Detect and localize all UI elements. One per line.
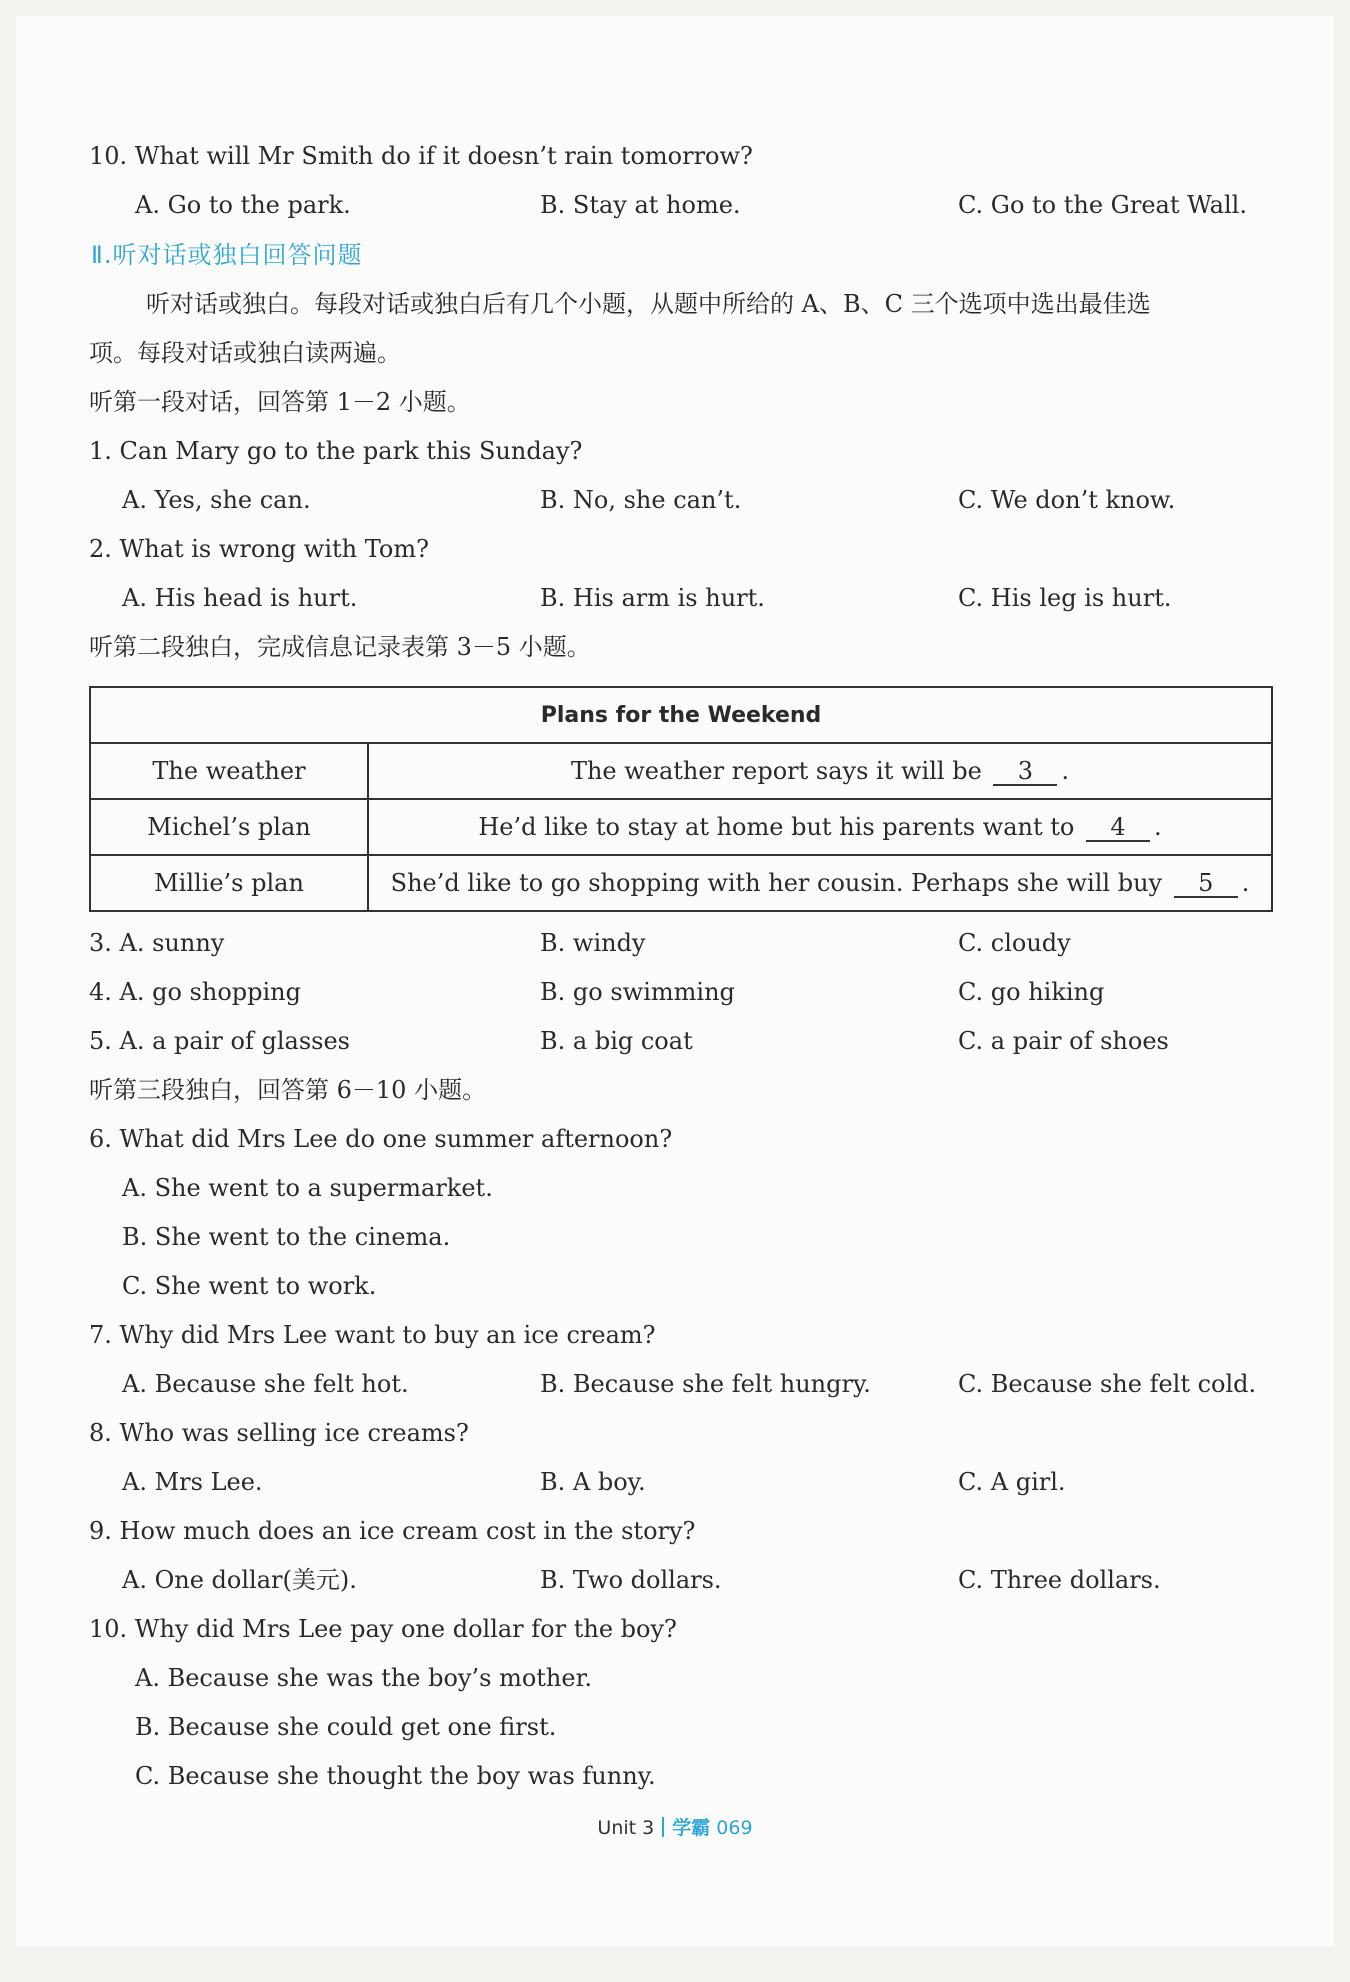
table-row [90,855,1272,911]
answer-blank: 3 [993,758,1057,786]
option-b: B. a big coat [540,1027,693,1055]
question-2: 2. What is wrong with Tom? [89,535,429,563]
row-text: The weather report says it will be 3 . [368,743,1272,799]
option-a: A. Because she was the boy’s mother. [135,1664,593,1692]
worksheet-page [16,16,1334,1946]
option-c: C. a pair of shoes [958,1027,1169,1055]
option-b: B. His arm is hurt. [540,584,765,612]
row-text: She’d like to go shopping with her cousin. Perhaps she will buy 5 . [368,855,1272,911]
option-b: B. No, she can’t. [540,486,742,514]
option-a: A. One dollar(美元). [122,1566,357,1594]
option-c: C. She went to work. [122,1272,377,1300]
answer-blank: 4 [1086,814,1150,842]
row-label: The weather [90,743,368,799]
option-c: C. go hiking [958,978,1105,1006]
question-8: 8. Who was selling ice creams? [89,1419,469,1447]
page-footer [16,1813,1334,1840]
option-a: 5. A. a pair of glasses [89,1027,350,1055]
table-row [90,743,1272,799]
page-number: 069 [716,1817,753,1839]
option-a: A. She went to a supermarket. [122,1174,493,1202]
row-label: Millie’s plan [90,855,368,911]
option-c: C. A girl. [958,1468,1066,1496]
option-a: A. Mrs Lee. [122,1468,263,1496]
question-1: 1. Can Mary go to the park this Sunday? [89,437,583,465]
option-b: B. windy [540,929,646,957]
option-b: B. Because she could get one first. [135,1713,557,1741]
option-a: A. Because she felt hot. [122,1370,409,1398]
table-row [90,799,1272,855]
section-title: Ⅱ.听对话或独白回答问题 [91,241,363,269]
table-title: Plans for the Weekend [90,687,1272,743]
answer-blank: 5 [1174,870,1238,898]
option-c: C. Three dollars. [958,1566,1161,1594]
option-b: B. go swimming [540,978,735,1006]
question-7: 7. Why did Mrs Lee want to buy an ice cream? [89,1321,656,1349]
footer-divider [662,1817,664,1837]
instruction-line-2: 项。每段对话或独白读两遍。 [89,339,401,367]
option-c: C. Because she thought the boy was funny. [135,1762,656,1790]
option-c: C. Because she felt cold. [958,1370,1257,1398]
part3-header: 听第三段独白，回答第 6－10 小题。 [89,1076,487,1104]
brand-logo: 学霸 [672,1817,711,1839]
row-text: He’d like to stay at home but his parents want to 4 . [368,799,1272,855]
option-b: B. Stay at home. [540,191,741,219]
question-6: 6. What did Mrs Lee do one summer afternoon? [89,1125,673,1153]
row-label: Michel’s plan [90,799,368,855]
part1-header: 听第一段对话，回答第 1－2 小题。 [89,388,471,416]
option-c: C. cloudy [958,929,1071,957]
question-prev-10: 10. What will Mr Smith do if it doesn’t rain tomorrow? [89,142,753,170]
question-9: 9. How much does an ice cream cost in the story? [89,1517,696,1545]
unit-label: Unit 3 [597,1817,655,1839]
option-b: B. Because she felt hungry. [540,1370,871,1398]
option-b: B. Two dollars. [540,1566,722,1594]
option-c: C. Go to the Great Wall. [958,191,1247,219]
instruction-line-1: 听对话或独白。每段对话或独白后有几个小题，从题中所给的 A、B、C 三个选项中选出最佳选 [146,290,1151,318]
part2-header: 听第二段独白，完成信息记录表第 3－5 小题。 [89,633,591,661]
option-b: B. A boy. [540,1468,646,1496]
option-c: C. His leg is hurt. [958,584,1172,612]
option-a: A. Go to the park. [135,191,351,219]
option-a: A. His head is hurt. [122,584,358,612]
option-a: 4. A. go shopping [89,978,302,1006]
option-b: B. She went to the cinema. [122,1223,451,1251]
option-c: C. We don’t know. [958,486,1176,514]
plans-table [89,686,1273,912]
option-a: 3. A. sunny [89,929,225,957]
option-a: A. Yes, she can. [122,486,311,514]
question-10: 10. Why did Mrs Lee pay one dollar for the boy? [89,1615,677,1643]
